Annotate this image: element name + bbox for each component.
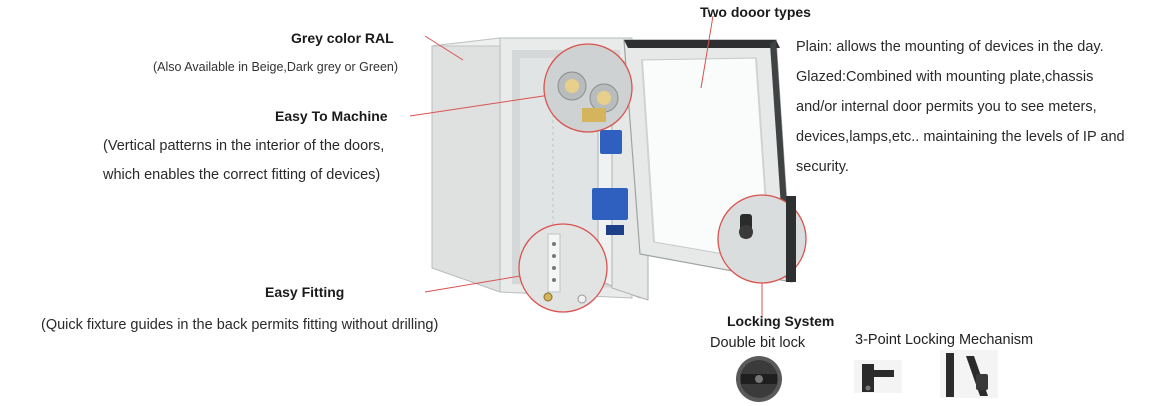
door-line-3: and/or internal door permits you to see meters, [796, 99, 1097, 115]
zoom-circle-fitting [519, 224, 607, 312]
three-point-locking-label: 3-Point Locking Mechanism [855, 332, 1034, 348]
easy-fitting-title: Easy Fitting [265, 284, 345, 300]
easy-fitting-subtitle: (Quick fixture guides in the back permits fitting without drilling) [41, 317, 439, 333]
easy-machine-title: Easy To Machine [275, 108, 388, 124]
double-bit-lock-label: Double bit lock [710, 335, 806, 351]
zoom-circle-machine [544, 44, 632, 132]
cabinet-left-side [432, 38, 500, 292]
easy-machine-line-2: which enables the correct fitting of devices) [103, 167, 381, 183]
three-point-handle-icon [854, 360, 902, 393]
grey-color-title: Grey color RAL [291, 30, 394, 46]
double-bit-lock-icon [736, 356, 782, 402]
door-line-2: Glazed:Combined with mounting plate,chassis [796, 69, 1094, 85]
door-line-4: devices,lamps,etc.. maintaining the levels of IP and [796, 129, 1125, 145]
door-line-5: security. [796, 159, 849, 175]
grey-color-subtitle: (Also Available in Beige,Dark grey or Green) [153, 60, 399, 74]
door-types-title: Two dooor types [700, 4, 811, 20]
locking-system-title: Locking System [727, 313, 835, 329]
three-point-rod-icon [940, 350, 998, 398]
easy-machine-line-1: (Vertical patterns in the interior of the doors, [103, 138, 385, 154]
blue-device [592, 188, 628, 220]
zoom-circle-locking [718, 195, 806, 283]
door-line-1: Plain: allows the mounting of devices in the day. [796, 39, 1104, 55]
